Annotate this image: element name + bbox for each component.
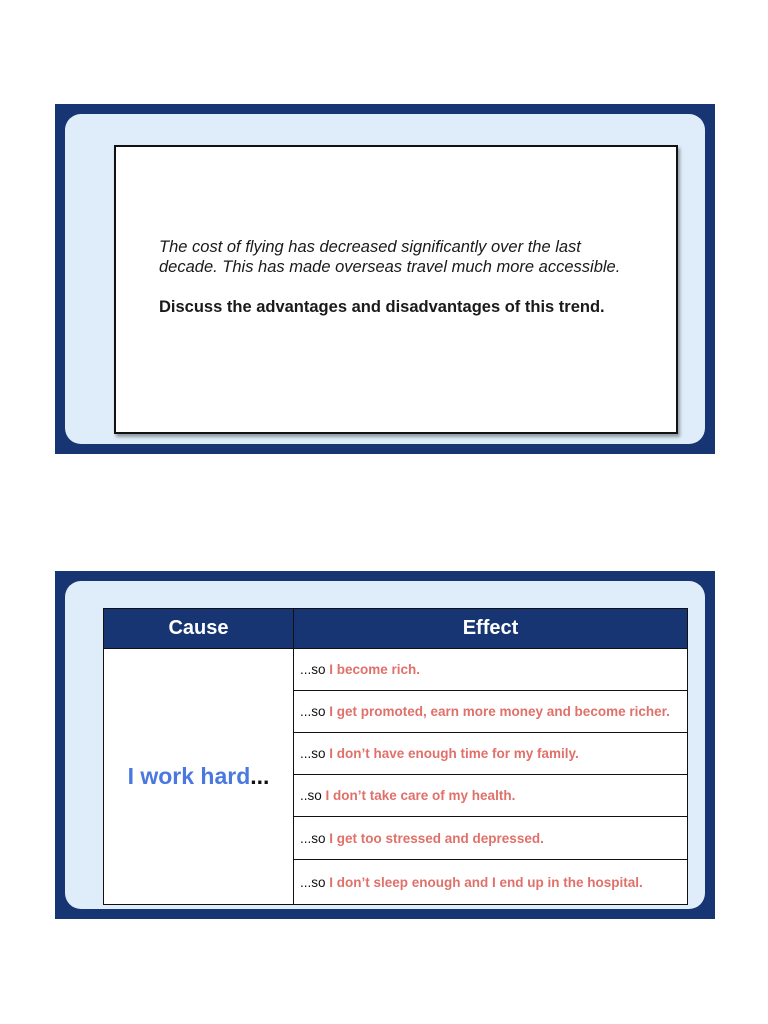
effect-text: I don’t sleep enough and I end up in the hospital. — [329, 874, 643, 890]
slide-panel — [65, 581, 705, 909]
effect-header: Effect — [294, 609, 688, 649]
table-header-row — [104, 609, 688, 649]
effect-prefix: ...so — [300, 662, 330, 677]
effect-cell — [294, 775, 688, 817]
cause-effect-table — [103, 608, 688, 905]
effect-prefix: ...so — [300, 746, 330, 761]
prompt-text — [159, 237, 639, 317]
prompt-box — [114, 145, 678, 434]
cause-ellipsis: ... — [250, 763, 270, 789]
effect-text: I get too stressed and depressed. — [329, 830, 544, 846]
table-row — [104, 649, 688, 691]
effect-text: I get promoted, earn more money and become richer. — [329, 704, 670, 719]
effect-prefix: ..so — [300, 788, 326, 803]
effect-cell — [294, 860, 688, 905]
effect-text: I don’t have enough time for my family. — [329, 746, 579, 761]
effect-text: I become rich. — [329, 662, 421, 677]
effect-cell — [294, 817, 688, 860]
slide-cause-effect — [55, 571, 715, 919]
effect-cell — [294, 649, 688, 691]
cause-header: Cause — [104, 609, 294, 649]
slide-panel — [65, 114, 705, 444]
effect-cell — [294, 691, 688, 733]
effect-text: I don’t take care of my health. — [325, 788, 516, 803]
effect-cell — [294, 733, 688, 775]
prompt-statement: The cost of flying has decreased significantly over the last decade. This has made overseas travel much more accessible. — [159, 238, 621, 276]
slide-essay-prompt — [55, 104, 715, 454]
cause-text: I work hard — [127, 763, 251, 789]
effect-prefix: ...so — [300, 874, 330, 890]
prompt-task: Discuss the advantages and disadvantages of this trend. — [159, 298, 605, 316]
cause-cell — [104, 649, 294, 905]
effect-prefix: ...so — [300, 830, 330, 846]
effect-prefix: ...so — [300, 704, 330, 719]
